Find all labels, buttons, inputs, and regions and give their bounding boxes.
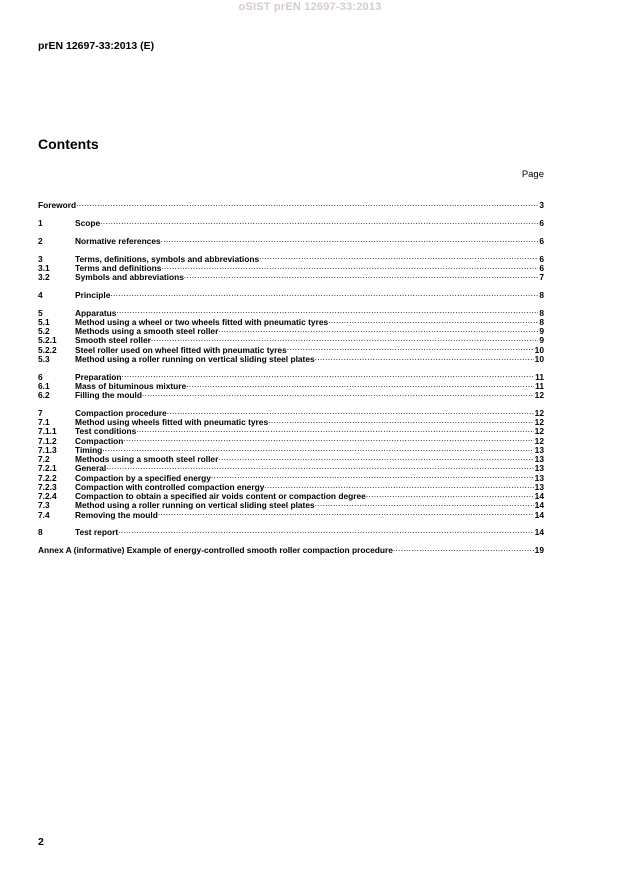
toc-entry[interactable] [38,434,544,446]
toc-dot-leader [136,425,533,434]
toc-entry-page: 19 [534,545,544,555]
toc-entry-number: 7.1.1 [38,426,57,437]
toc-entry-number: 6 [38,371,43,382]
page-title: Contents [38,136,99,152]
toc-entry-title: Foreword [38,200,77,211]
toc-entry-title: Terms, definitions, symbols and abbreviations [75,253,260,264]
toc-entry-number: 7.1.3 [38,444,57,455]
toc-dot-leader [158,508,534,517]
toc-entry-number: 5.1 [38,316,50,327]
toc-entry[interactable] [38,481,544,490]
toc-entry-page: 13 [534,463,544,474]
toc-entry[interactable] [38,306,544,318]
toc-dot-leader [366,490,534,499]
toc-dot-leader [259,252,538,261]
toc-dot-leader [118,526,534,535]
toc-entry-number: 3.1 [38,262,50,273]
toc-entry-page: 12 [534,426,544,437]
toc-entry-page: 8 [539,289,544,300]
toc-entry-title: Apparatus [75,307,117,318]
toc-entry-page: 14 [534,527,544,538]
toc-entry[interactable] [38,453,544,462]
toc-entry-number: 7.3 [38,500,50,511]
toc-entry-page: 6 [539,218,544,228]
toc-dot-leader [151,334,538,343]
toc-dot-leader [315,499,534,508]
toc-entry[interactable] [38,316,544,325]
toc-entry-title: Scope [75,218,101,228]
toc-entry-number: 4 [38,289,43,300]
toc-dot-leader [167,407,534,416]
toc-entry-number: 7.2 [38,454,50,464]
toc-entry-number: 7 [38,407,43,418]
toc-entry-title: Method using a roller running on vertical sliding steel plates [75,500,315,511]
toc-entry-page: 6 [539,253,544,264]
toc-entry-title: Compaction to obtain a specified air voids content or compaction degree [75,491,366,501]
toc-entry-page: 13 [534,454,544,464]
toc-entry-page: 8 [539,307,544,318]
toc-entry[interactable] [38,289,544,298]
toc-entry-number: 3 [38,253,43,264]
toc-entry-title: Method using a wheel or two wheels fitted with pneumatic tyres [75,316,329,327]
toc-entry[interactable] [38,217,544,226]
toc-entry[interactable] [38,425,544,437]
toc-entry-number: 7.2.1 [38,463,57,474]
toc-entry-title: Smooth steel roller [75,335,151,346]
toc-dot-leader [142,389,534,398]
toc-entry[interactable] [38,370,544,382]
toc-entry-number: 1 [38,218,43,228]
toc-entry-page: 9 [539,335,544,346]
toc-entry[interactable] [38,471,544,483]
toc-entry-page: 12 [534,407,544,418]
toc-entry[interactable] [38,343,544,355]
toc-entry-title: Compaction [75,435,124,446]
toc-entry-page: 6 [539,235,544,246]
toc-entry-number: 5.3 [38,353,50,364]
toc-entry[interactable] [38,462,544,474]
document-id: prEN 12697-33:2013 (E) [38,40,155,52]
toc-dot-leader [184,271,538,280]
toc-entry-page: 9 [539,326,544,336]
toc-entry-title: Methods using a smooth steel roller [75,454,219,464]
toc-entry[interactable] [38,499,544,511]
toc-entry[interactable] [38,353,544,362]
toc-entry-number: 7.4 [38,509,50,520]
toc-dot-leader [264,481,533,490]
toc-entry[interactable] [38,271,544,280]
toc-entry-number: 5.2.1 [38,335,57,346]
toc-entry[interactable] [38,544,544,553]
toc-entry[interactable] [38,262,544,271]
toc-entry[interactable] [38,526,544,538]
toc-entry-page: 13 [534,444,544,455]
toc-entry-number: 7.2.4 [38,491,57,501]
toc-dot-leader [102,444,533,453]
toc-entry-page: 3 [539,200,544,211]
toc-entry-page: 11 [535,380,544,391]
toc-entry-title: Methods using a smooth steel roller [75,326,219,336]
toc-entry-number: 6.2 [38,390,50,400]
toc-entry[interactable] [38,199,544,211]
toc-entry-title: Symbols and abbreviations [75,272,184,282]
toc-entry-page: 13 [534,472,544,483]
toc-dot-leader [161,235,539,244]
toc-dot-leader [122,370,535,379]
toc-entry-title: Removing the mould [75,509,158,520]
toc-dot-leader [268,416,534,425]
toc-entry-title: Preparation [75,371,122,382]
toc-entry-title: Method using a roller running on vertical sliding steel plates [75,353,315,364]
toc-entry[interactable] [38,325,544,334]
toc-entry-title: Filling the mould [75,390,142,400]
toc-entry-title: Steel roller used on wheel fitted with pneumatic tyres [75,344,287,355]
toc-dot-leader [100,217,538,226]
toc-entry-number: 6.1 [38,380,50,391]
toc-entry-number: 7.1.2 [38,435,57,446]
toc-entry-title: General [75,463,107,474]
toc-entry-title: Annex A (informative) Example of energy-controlled smooth roller compaction procedure [38,545,393,555]
toc-dot-leader [106,462,533,471]
toc-dot-leader [116,306,538,315]
toc-entry-number: 7.2.3 [38,481,57,492]
toc-entry[interactable] [38,380,544,389]
toc-entry-title: Test report [75,527,119,538]
toc-entry-page: 14 [534,491,544,501]
toc-entry-page: 10 [534,344,544,355]
toc-entry-title: Principle [75,289,111,300]
toc-entry[interactable] [38,508,544,520]
toc-dot-leader [287,343,534,352]
page-number: 2 [38,836,44,848]
toc-entry-page: 10 [534,353,544,364]
toc-dot-leader [186,380,534,389]
toc-dot-leader [110,289,538,298]
toc-entry-page: 6 [539,262,544,273]
toc-entry-title: Method using wheels fitted with pneumatic tyres [75,417,269,427]
toc-entry-title: Normative references [75,235,161,246]
toc-entry-title: Compaction by a specified energy [75,472,211,483]
toc-entry-title: Mass of bituminous mixture [75,380,187,391]
toc-dot-leader [211,471,534,480]
toc-entry-page: 7 [539,272,544,282]
toc-entry[interactable] [38,407,544,416]
toc-entry-title: Terms and definitions [75,262,162,273]
page-column-header: Page [521,169,544,180]
toc-entry-number: 5.2 [38,326,50,336]
toc-entry[interactable] [38,389,544,398]
watermark: oSIST prEN 12697-33:2013 [238,1,382,13]
toc-dot-leader [328,316,538,325]
toc-dot-leader [393,544,534,553]
toc-dot-leader [218,325,538,334]
toc-entry-title: Test conditions [75,426,137,437]
toc-entry-number: 7.1 [38,417,50,427]
toc-entry[interactable] [38,334,544,346]
toc-dot-leader [315,353,534,362]
toc-entry-number: 8 [38,527,43,538]
toc-entry-title: Timing [75,444,103,455]
toc-entry-number: 5.2.2 [38,344,57,355]
toc-entry-page: 12 [534,390,544,400]
toc-entry-number: 2 [38,235,43,246]
toc-entry-title: Compaction procedure [75,407,167,418]
toc-dot-leader [218,453,533,462]
toc-entry[interactable] [38,444,544,453]
toc-entry-page: 13 [534,481,544,492]
toc-entry-page: 11 [535,371,544,382]
toc-entry[interactable] [38,416,544,425]
toc-entry[interactable] [38,490,544,499]
toc-entry-page: 8 [539,316,544,327]
toc-entry[interactable] [38,235,544,244]
toc-entry-page: 14 [534,509,544,520]
toc-entry-number: 5 [38,307,43,318]
toc-entry[interactable] [38,252,544,264]
toc-entry-title: Compaction with controlled compaction energy [75,481,265,492]
toc-entry-page: 12 [534,435,544,446]
toc-entry-page: 14 [534,500,544,511]
table-of-contents [38,199,544,553]
toc-dot-leader [161,262,538,271]
toc-entry-page: 12 [534,417,544,427]
toc-entry-number: 3.2 [38,272,50,282]
toc-dot-leader [76,199,538,208]
toc-dot-leader [123,434,533,443]
toc-entry-number: 7.2.2 [38,472,57,483]
